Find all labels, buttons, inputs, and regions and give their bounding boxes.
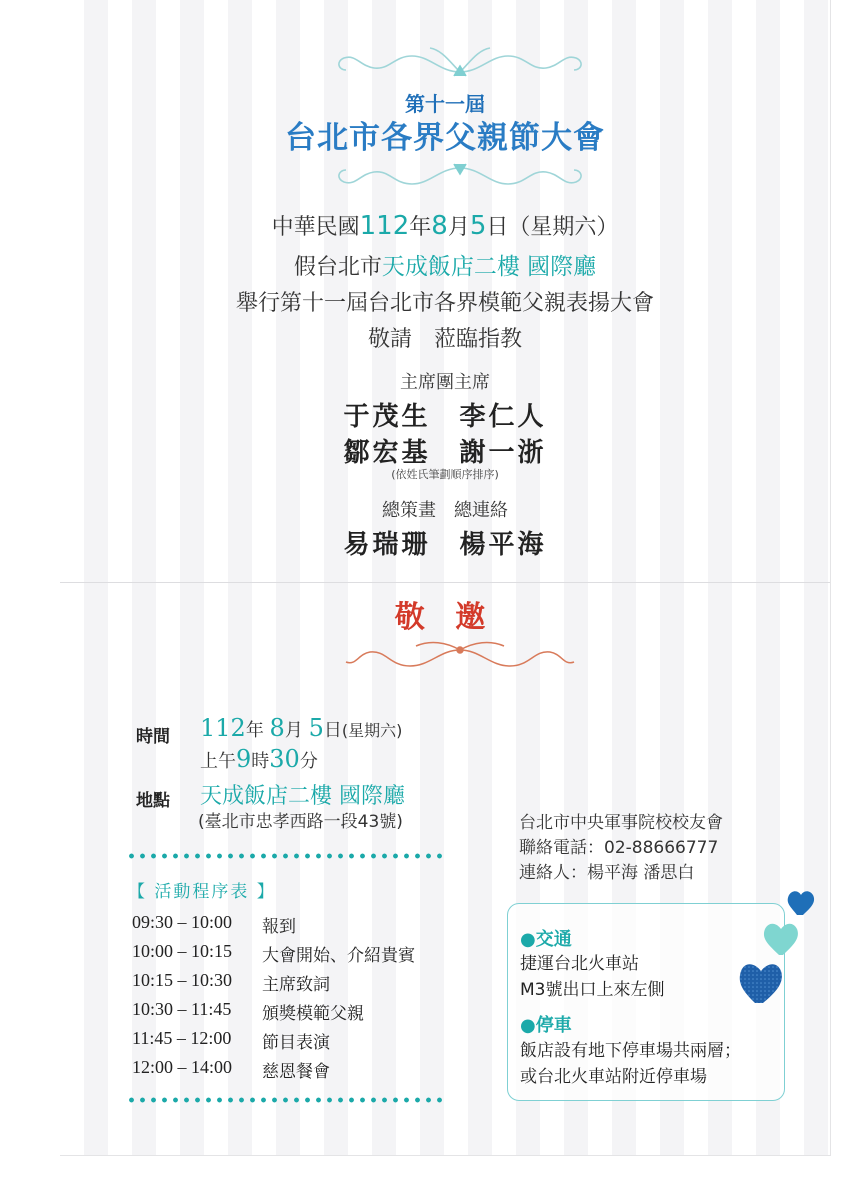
time-min-unit: 分 xyxy=(299,751,318,772)
organizer-phone: 聯絡電話：02-88666777 xyxy=(519,838,719,858)
presidium-names-1: 于茂生 李仁人 xyxy=(343,402,547,432)
schedule-time: 09:30 – 10:00 xyxy=(132,912,233,932)
venue-line xyxy=(60,248,830,281)
venue-prefix: 假台北市 xyxy=(293,255,382,280)
presidium-note: (依姓氏筆劃順序排序) xyxy=(391,468,499,481)
schedule-event: 主席致詞 xyxy=(262,975,330,995)
schedule-event: 頒獎模範父親 xyxy=(262,1004,364,1024)
time-day: 5 xyxy=(308,714,324,742)
date-prefix: 中華民國 xyxy=(271,215,360,240)
heart-icon xyxy=(788,891,814,915)
date-month-unit: 月 xyxy=(447,215,470,240)
schedule-time: 11:45 – 12:00 xyxy=(132,1028,232,1048)
traffic-line-2: M3號出口上來左側 xyxy=(520,980,665,1000)
planning-names: 易瑞珊 楊平海 xyxy=(343,530,547,560)
event-title: 台北市各界父親節大會 xyxy=(285,120,605,156)
time-year: 112 xyxy=(200,714,246,742)
presidium-names-2: 鄒宏基 謝一浙 xyxy=(343,438,547,468)
top-ornament xyxy=(330,42,590,82)
closing-line: 敬請 蒞臨指教 xyxy=(367,327,522,352)
time-day-unit: 日 xyxy=(323,720,342,741)
traffic-heading: ●交通 xyxy=(520,929,572,950)
time-clock xyxy=(200,745,318,773)
fold-line xyxy=(60,582,830,583)
presidium-heading: 主席團主席 xyxy=(400,372,490,393)
invite-ornament xyxy=(330,636,590,676)
schedule-time: 12:00 – 14:00 xyxy=(132,1057,233,1077)
edition-label: 第十一屆 xyxy=(405,92,485,116)
schedule-event: 大會開始、介紹貴賓 xyxy=(262,946,415,966)
time-month: 8 xyxy=(269,714,285,742)
schedule-event: 慈恩餐會 xyxy=(262,1062,330,1082)
date-year-unit: 年 xyxy=(409,215,432,240)
hearts-decoration xyxy=(735,885,825,1005)
time-ampm: 上午 xyxy=(200,751,236,772)
date-day-unit: 日 xyxy=(486,215,509,240)
parking-line-1: 飯店設有地下停車場共兩層； xyxy=(520,1041,741,1061)
time-label: 時間 xyxy=(136,727,170,747)
time-min: 30 xyxy=(269,745,300,773)
purpose-line: 舉行第十一屆台北市各界模範父親表揚大會 xyxy=(235,291,654,316)
organizer-name: 台北市中央軍事院校校友會 xyxy=(519,813,723,833)
schedule-time: 10:15 – 10:30 xyxy=(132,970,233,990)
place-name: 天成飯店二樓 國際廳 xyxy=(200,784,405,809)
organizer-contact: 連絡人：楊平海 潘思白 xyxy=(519,863,695,883)
parking-heading: ●停車 xyxy=(520,1015,572,1036)
dotted-divider-top xyxy=(126,852,446,860)
date-month: 8 xyxy=(431,211,448,241)
time-date xyxy=(200,714,402,742)
place-address: (臺北市忠孝西路一段43號) xyxy=(198,812,403,832)
date-year: 112 xyxy=(359,211,410,241)
schedule-time: 10:00 – 10:15 xyxy=(132,941,233,961)
date-weekday: （星期六） xyxy=(508,215,619,240)
date-day: 5 xyxy=(469,211,487,241)
title-ornament xyxy=(330,158,590,198)
program-title: 【 活動程序表 】 xyxy=(128,882,276,902)
parking-line-2: 或台北火車站附近停車場 xyxy=(520,1067,707,1087)
schedule-event: 節目表演 xyxy=(262,1033,330,1053)
schedule-time: 10:30 – 11:45 xyxy=(132,999,232,1019)
planning-heading: 總策畫 總連絡 xyxy=(382,500,508,521)
dotted-divider-bottom xyxy=(126,1096,446,1104)
time-month-unit: 月 xyxy=(284,720,303,741)
venue-name: 天成飯店二樓 國際廳 xyxy=(381,254,597,280)
heart-icon xyxy=(740,964,782,1003)
time-hour: 9 xyxy=(236,745,252,773)
time-year-unit: 年 xyxy=(245,720,264,741)
heart-icon xyxy=(764,924,798,955)
place-label: 地點 xyxy=(136,791,170,811)
time-hour-unit: 時 xyxy=(251,751,270,772)
date-line xyxy=(60,210,830,241)
invite-label: 敬 邀 xyxy=(394,600,496,635)
schedule-event: 報到 xyxy=(262,917,296,937)
traffic-line-1: 捷運台北火車站 xyxy=(520,954,639,974)
time-weekday: (星期六) xyxy=(341,721,403,740)
